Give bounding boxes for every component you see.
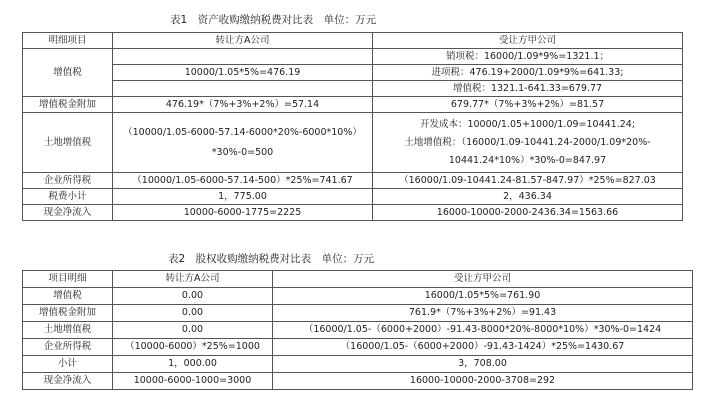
table2-header-row <box>23 271 693 288</box>
table1-land-vat-buyer <box>373 113 683 173</box>
table1-row-surcharge <box>23 97 683 113</box>
table1-title: 表1 资产收购缴纳税费对比表 单位：万元 <box>170 14 377 26</box>
table1-row-net-cash <box>23 205 683 221</box>
table2-row-net-cash <box>23 373 693 390</box>
table2-row-buyer: 16000-10000-2000-3708=292 <box>273 373 693 390</box>
table1-surcharge-seller: 476.19*（7%+3%+2%）=57.14 <box>113 97 373 113</box>
table1-vat-buyer-output: 销项税：16000/1.09*9%=1321.1； <box>373 49 683 65</box>
table1-row-vat-2 <box>23 65 683 81</box>
table1-land-vat-buyer-line: 10441.24*10%）*30%-0=847.97 <box>448 154 607 166</box>
table2-row-buyer: 16000/1.05*5%=761.90 <box>273 288 693 305</box>
table1-row-vat-1 <box>23 49 683 65</box>
table1-vat-empty-2 <box>113 81 373 97</box>
table1-header-item: 明细项目 <box>23 33 113 49</box>
table2-row-label: 土地增值税 <box>23 322 113 339</box>
table1-land-vat-seller <box>113 113 373 173</box>
table2-row-seller: 0.00 <box>113 322 273 339</box>
table1-header-buyer: 受让方甲公司 <box>373 33 683 49</box>
table1-cit-label: 企业所得税 <box>23 173 113 189</box>
table2-row-vat <box>23 288 693 305</box>
table1-land-vat-buyer-line: 土地增值税：（16000/1.09-10441.24-2000/1.09*20%- <box>404 136 651 148</box>
table1-vat-empty-1 <box>113 49 373 65</box>
table2-row-buyer: （16000/1.05-（6000+2000）-91.43-8000*20%-8000*10%）*30%-0=1424 <box>273 322 693 339</box>
table1-net-cash-label: 现金净流入 <box>23 205 113 221</box>
table1-land-vat-buyer-line: 开发成本：10000/1.05+1000/1.09=10441.24; <box>419 118 636 130</box>
table1-vat-buyer-total: 增值税：1321.1-641.33=679.77 <box>373 81 683 97</box>
table1-row-subtotal <box>23 189 683 205</box>
table1-row-land-vat <box>23 113 683 173</box>
table2-row-label: 增值税金附加 <box>23 305 113 322</box>
table2-row-seller: （10000-6000）*25%=1000 <box>113 339 273 356</box>
table2-header-item: 项目明细 <box>23 271 113 288</box>
table1-net-cash-buyer: 16000-10000-2000-2436.34=1563.66 <box>373 205 683 221</box>
table2-row-seller: 1，000.00 <box>113 356 273 373</box>
table1-vat-label: 增值税 <box>23 49 113 97</box>
table1-subtotal-seller: 1，775.00 <box>113 189 373 205</box>
table1-header-seller: 转让方A公司 <box>113 33 373 49</box>
table1-row-vat-3 <box>23 81 683 97</box>
table1-vat-buyer-input: 进项税：476.19+2000/1.09*9%=641.33; <box>373 65 683 81</box>
table1-land-vat-label: 土地增值税 <box>23 113 113 173</box>
table2-row-buyer: （16000/1.05-（6000+2000）-91.43-1424）*25%=1430.67 <box>273 339 693 356</box>
table1-header-row <box>23 33 683 49</box>
table2-row-buyer: 3，708.00 <box>273 356 693 373</box>
table1-net-cash-seller: 10000-6000-1775=2225 <box>113 205 373 221</box>
table2-title: 表2 股权收购缴纳税费对比表 单位：万元 <box>168 253 375 265</box>
table2-row-seller: 0.00 <box>113 288 273 305</box>
table2-header-seller: 转让方A公司 <box>113 271 273 288</box>
table2-row-label: 小计 <box>23 356 113 373</box>
table2-row-surcharge <box>23 305 693 322</box>
table2-row-label: 增值税 <box>23 288 113 305</box>
table2-row-cit <box>23 339 693 356</box>
table1-cit-seller: （10000/1.05-6000-57.14-500）*25%=741.67 <box>113 173 373 189</box>
table1-surcharge-buyer: 679.77*（7%+3%+2%）=81.57 <box>373 97 683 113</box>
table1 <box>22 32 683 221</box>
table2-row-land-vat <box>23 322 693 339</box>
table1-surcharge-label: 增值税金附加 <box>23 97 113 113</box>
table1-land-vat-seller-line: *30%-0=500 <box>211 146 274 158</box>
table2-header-buyer: 受让方甲公司 <box>273 271 693 288</box>
table1-subtotal-buyer: 2，436.34 <box>373 189 683 205</box>
table1-subtotal-label: 税费小计 <box>23 189 113 205</box>
table2-row-seller: 10000-6000-1000=3000 <box>113 373 273 390</box>
table2-row-seller: 0.00 <box>113 305 273 322</box>
table2-row-label: 现金净流入 <box>23 373 113 390</box>
table2-row-buyer: 761.9*（7%+3%+2%）=91.43 <box>273 305 693 322</box>
table1-cit-buyer: （16000/1.09-10441.24-81.57-847.97）*25%=827.03 <box>373 173 683 189</box>
table1-land-vat-seller-line: （10000/1.05-6000-57.14-6000*20%-6000*10%） <box>123 126 362 138</box>
table2-row-label: 企业所得税 <box>23 339 113 356</box>
table1-row-cit <box>23 173 683 189</box>
table2-row-subtotal <box>23 356 693 373</box>
table2 <box>22 270 693 390</box>
table1-vat-seller: 10000/1.05*5%=476.19 <box>113 65 373 81</box>
